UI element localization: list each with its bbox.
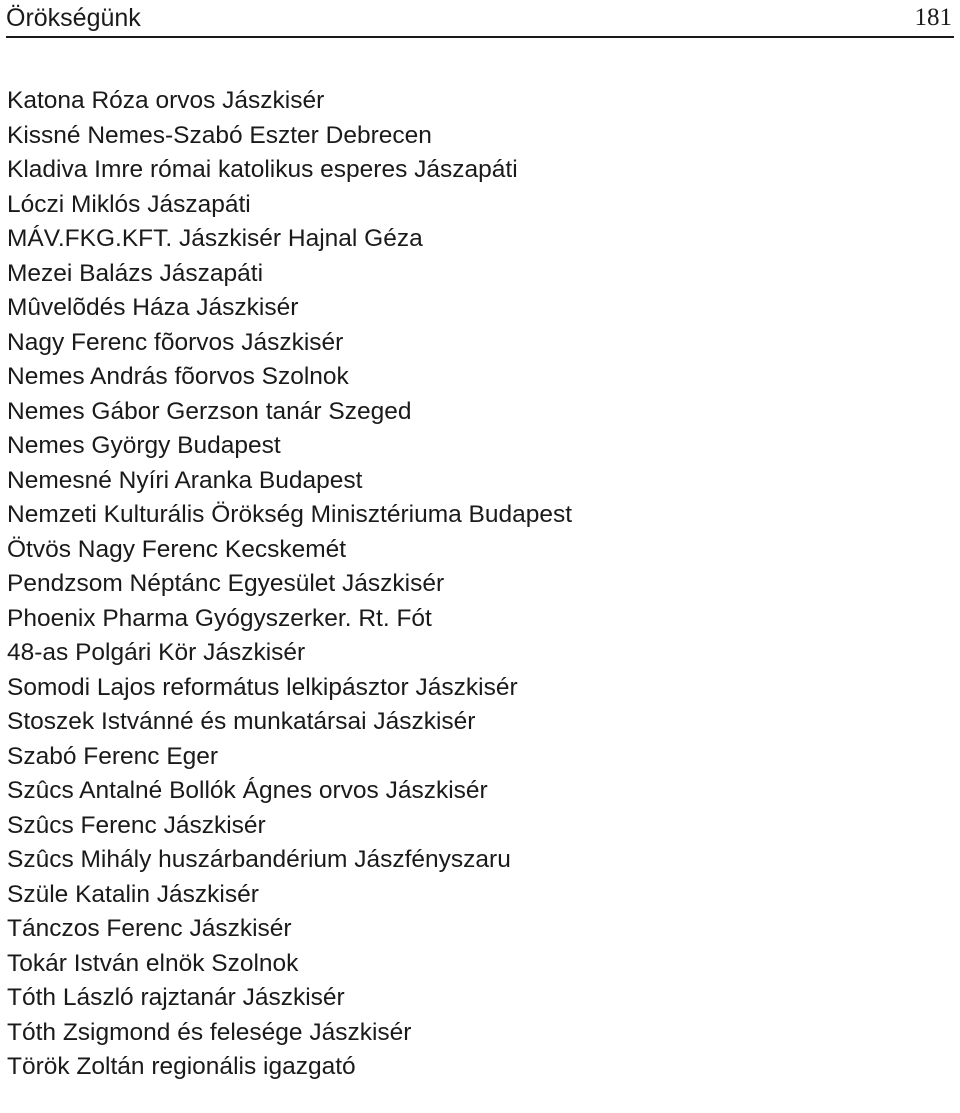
list-item: MÁV.FKG.KFT. Jászkisér Hajnal Géza — [7, 225, 423, 252]
list-item: Katona Róza orvos Jászkisér — [7, 87, 325, 114]
list-item: Török Zoltán regionális igazgató — [7, 1053, 356, 1080]
list-item: Szûcs Antalné Bollók Ágnes orvos Jászkisér — [7, 777, 488, 804]
list-item: Szüle Katalin Jászkisér — [7, 880, 259, 908]
list-item: Szûcs Mihály huszárbandérium Jászfényszaru — [7, 846, 511, 873]
page-number: 181 — [914, 4, 952, 31]
list-item: Tánczos Ferenc Jászkisér — [7, 915, 292, 942]
list-item: Nemes András fõorvos Szolnok — [7, 363, 349, 390]
list-item: Tóth Zsigmond és felesége Jászkisér — [7, 1018, 412, 1046]
list-item: Nemzeti Kulturális Örökség Minisztériuma Budapest — [7, 501, 573, 528]
list-item: Lóczi Miklós Jászapáti — [7, 190, 251, 218]
list-item: Mezei Balázs Jászapáti — [7, 259, 264, 287]
list-item: Stoszek Istvánné és munkatársai Jászkisér — [7, 708, 476, 735]
list-item: Tokár István elnök Szolnok — [7, 949, 299, 977]
list-item: Phoenix Pharma Gyógyszerker. Rt. Fót — [7, 604, 432, 632]
list-item: Kissné Nemes-Szabó Eszter Debrecen — [7, 121, 432, 149]
supporter-list — [7, 84, 947, 1085]
list-item: 48-as Polgári Kör Jászkisér — [7, 639, 306, 666]
list-item: Mûvelõdés Háza Jászkisér — [7, 294, 299, 321]
list-item: Tóth László rajztanár Jászkisér — [7, 984, 345, 1011]
list-item: Ötvös Nagy Ferenc Kecskemét — [7, 535, 347, 563]
list-item: Nemes György Budapest — [7, 432, 281, 459]
list-item: Kladiva Imre római katolikus esperes Jászapáti — [7, 156, 518, 183]
list-item: Nagy Ferenc fõorvos Jászkisér — [7, 328, 344, 356]
list-item: Szabó Ferenc Eger — [7, 742, 219, 770]
header-title: Örökségünk — [6, 4, 141, 32]
list-item: Nemesné Nyíri Aranka Budapest — [7, 466, 363, 494]
running-header — [6, 0, 954, 38]
list-item: Pendzsom Néptánc Egyesület Jászkisér — [7, 570, 445, 597]
list-item: Szûcs Ferenc Jászkisér — [7, 811, 266, 839]
list-item: Somodi Lajos református lelkipásztor Jászkisér — [7, 673, 518, 701]
list-item: Nemes Gábor Gerzson tanár Szeged — [7, 397, 412, 425]
